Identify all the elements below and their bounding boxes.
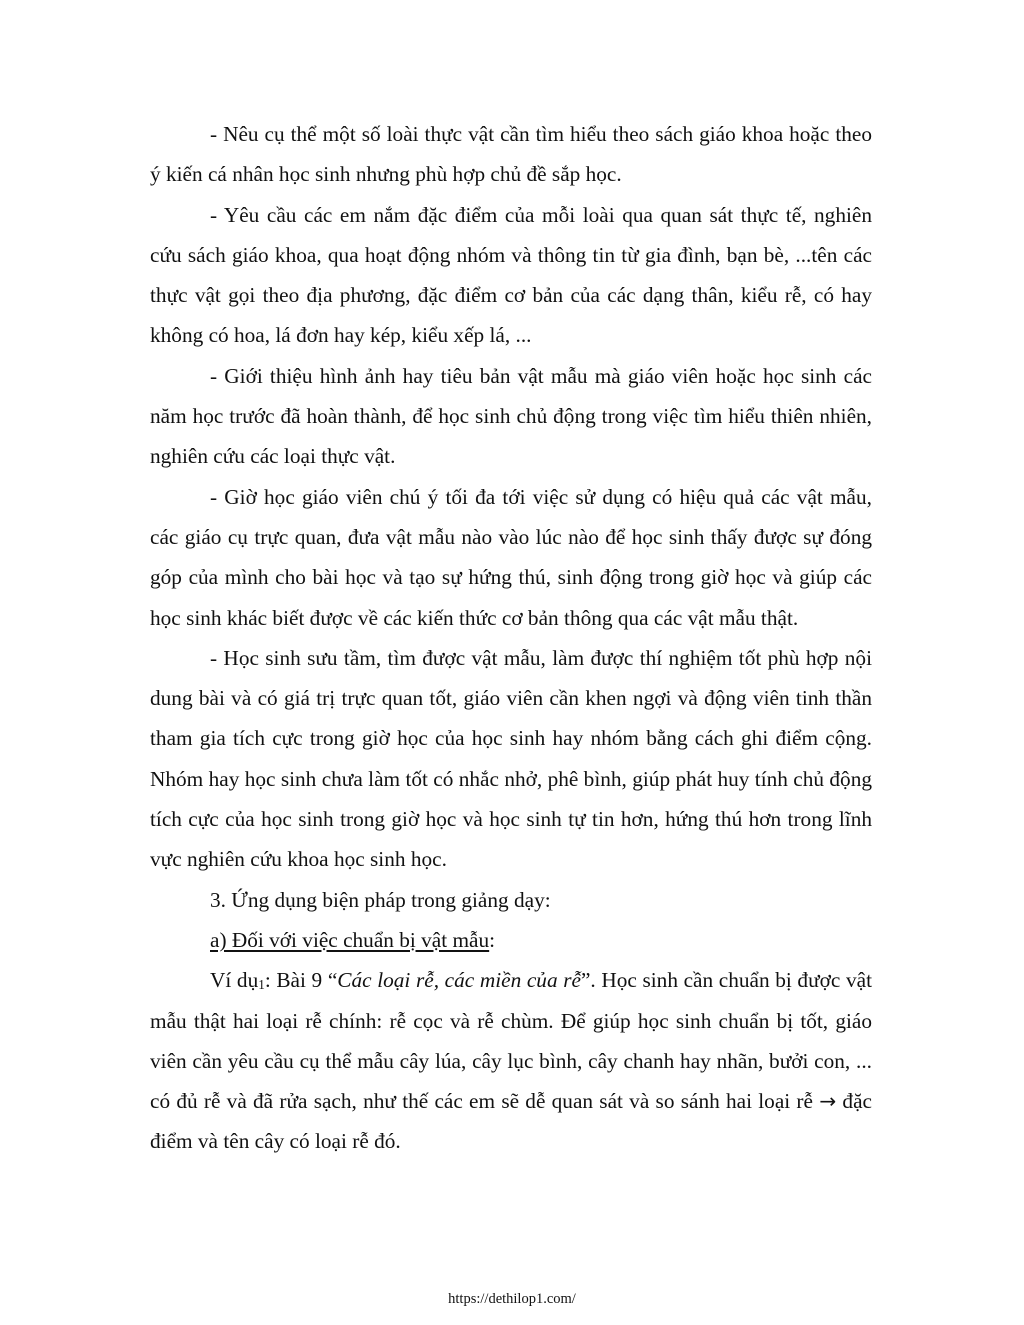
paragraph-1: - Nêu cụ thể một số loài thực vật cần tìm hiểu theo sách giáo khoa hoặc theo ý kiến cá nhân học sinh nhưng phù hợp chủ đề sắp học. xyxy=(150,122,872,187)
section-heading: 3. Ứng dụng biện pháp trong giảng dạy: xyxy=(210,887,551,912)
example-lead: : Bài 9 “ xyxy=(264,968,338,993)
paragraph-4: - Giờ học giáo viên chú ý tối đa tới việc sử dụng có hiệu quả các vật mẫu, các giáo cụ trực quan, đưa vật mẫu nào vào lúc nào để học sinh thấy được sự đóng góp của mình cho bài học và tạo sự hứng thú, sinh động trong giờ học và giúp các học sinh khác biết được về các kiến thức cơ bản thông qua các vật mẫu thật. xyxy=(150,484,872,630)
example-subscript: 1 xyxy=(258,977,265,993)
paragraph-3: - Giới thiệu hình ảnh hay tiêu bản vật mẫu mà giáo viên hoặc học sinh các năm học trước đã hoàn thành, để học sinh chủ động trong việc tìm hiểu thiên nhiên, nghiên cứu các loại thực vật. xyxy=(150,363,872,469)
example-ending: đặc điểm và tên cây có loại rễ đó. xyxy=(150,1089,872,1154)
example-lesson-title: Các loại rễ, các miền của rễ xyxy=(337,968,581,993)
example-prefix: Ví dụ xyxy=(210,968,259,993)
footer-url[interactable]: https://dethilop1.com/ xyxy=(448,1291,576,1307)
subsection-heading xyxy=(150,920,872,960)
paragraph-5: - Học sinh sưu tầm, tìm được vật mẫu, làm được thí nghiệm tốt phù hợp nội dung bài và có giá trị trực quan tốt, giáo viên cần khen ngợi và động viên tinh thần tham gia tích cực trong giờ học của học sinh hay nhóm bằng cách ghi điểm cộng. Nhóm hay học sinh chưa làm tốt có nhắc nhở, phê bình, giúp phát huy tính chủ động tích cực của học sinh trong giờ học và học sinh tự tin hơn, hứng thú hơn trong lĩnh vực nghiên cứu khoa học sinh học. xyxy=(150,645,872,872)
example-paragraph xyxy=(150,960,872,1161)
subsection-colon: : xyxy=(489,927,496,952)
subsection-label: a) Đối với việc chuẩn bị vật mẫu xyxy=(210,927,490,952)
right-arrow-icon: → xyxy=(819,1089,837,1114)
example-body: ”. Học sinh cần chuẩn bị được vật mẫu thật hai loại rễ chính: rễ cọc và rễ chùm. Để giúp học sinh chuẩn bị tốt, giáo viên cần yêu cầu cụ thể mẫu cây lúa, cây lục bình, cây chanh hay nhãn, bưởi con, ... có đủ rễ và đã rửa sạch, như thế các em sẽ dễ quan sát và so sánh hai loại rễ xyxy=(150,968,872,1114)
document-body xyxy=(150,114,872,1162)
paragraph-2: - Yêu cầu các em nắm đặc điểm của mỗi loài qua quan sát thực tế, nghiên cứu sách giáo khoa, qua hoạt động nhóm và thông tin từ gia đình, bạn bè, ...tên các thực vật gọi theo địa phương, đặc điểm cơ bản của các dạng thân, kiểu rễ, có hay không có hoa, lá đơn hay kép, kiểu xếp lá, ... xyxy=(150,202,872,348)
